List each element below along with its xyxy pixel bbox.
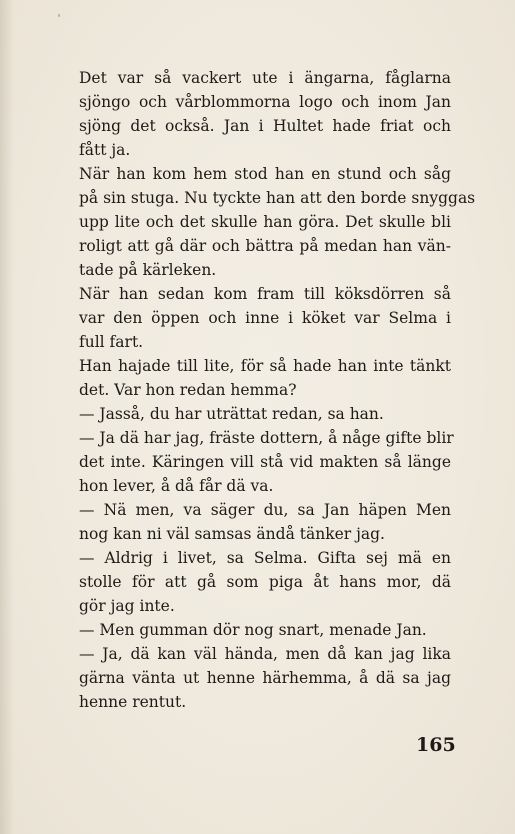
paragraph <box>79 66 451 162</box>
text-line: — Men gumman dör nog snart, menade Jan. <box>79 621 427 639</box>
text-line: det. Var hon redan hemma? <box>79 381 297 399</box>
paragraph <box>79 642 451 714</box>
text-line: När han sedan kom fram till köksdörren så <box>79 285 451 303</box>
text-line: sjöngo och vårblommorna logo och inom Jan <box>79 93 451 111</box>
text-line: Han hajade till lite, för så hade han inte tänkt <box>79 357 451 375</box>
paragraph <box>79 402 451 426</box>
text-line: sjöng det också. Jan i Hultet hade friat och <box>79 117 451 135</box>
text-line: — Nä men, va säger du, sa Jan häpen Men <box>79 501 451 519</box>
paragraph <box>79 354 451 402</box>
text-line: det inte. Käringen vill stå vid makten så länge <box>79 453 451 471</box>
text-line: När han kom hem stod han en stund och såg <box>79 165 451 183</box>
paragraph <box>79 498 451 546</box>
text-line: Det var så vackert ute i ängarna, fåglarna <box>79 69 451 87</box>
spine-shadow <box>0 0 14 834</box>
text-line: på sin stuga. Nu tyckte han att den borde snyggas <box>79 189 476 207</box>
text-line: — Ja dä har jag, fräste dottern, å någe gifte blir <box>79 429 454 447</box>
text-line: full fart. <box>79 333 144 351</box>
text-line: gärna vänta ut henne härhemma, å dä sa jag <box>79 669 451 687</box>
page-number: 165 <box>416 734 456 756</box>
body-text <box>79 66 476 714</box>
text-line: henne rentut. <box>79 693 187 711</box>
text-line: var den öppen och inne i köket var Selma i <box>79 309 451 327</box>
paragraph <box>79 426 454 498</box>
text-line: upp lite och det skulle han göra. Det skulle bli <box>79 213 451 231</box>
paragraph <box>79 282 451 354</box>
text-line: stolle för att gå som piga åt hans mor, dä <box>79 573 451 591</box>
paper-speck <box>58 14 60 17</box>
text-line: gör jag inte. <box>79 597 175 615</box>
paragraph <box>79 618 451 642</box>
text-line: roligt att gå där och bättra på medan han vän- <box>79 237 451 255</box>
paragraph <box>79 546 451 618</box>
text-line: fått ja. <box>79 141 131 159</box>
text-line: nog kan ni väl samsas ändå tänker jag. <box>79 525 385 543</box>
text-line: — Jasså, du har uträttat redan, sa han. <box>79 405 384 423</box>
text-line: tade på kärleken. <box>79 261 217 279</box>
paragraph <box>79 162 476 282</box>
text-line: hon lever, å då får dä va. <box>79 477 274 495</box>
text-line: — Ja, dä kan väl hända, men då kan jag lika <box>79 645 451 663</box>
text-line: — Aldrig i livet, sa Selma. Gifta sej mä en <box>79 549 451 567</box>
